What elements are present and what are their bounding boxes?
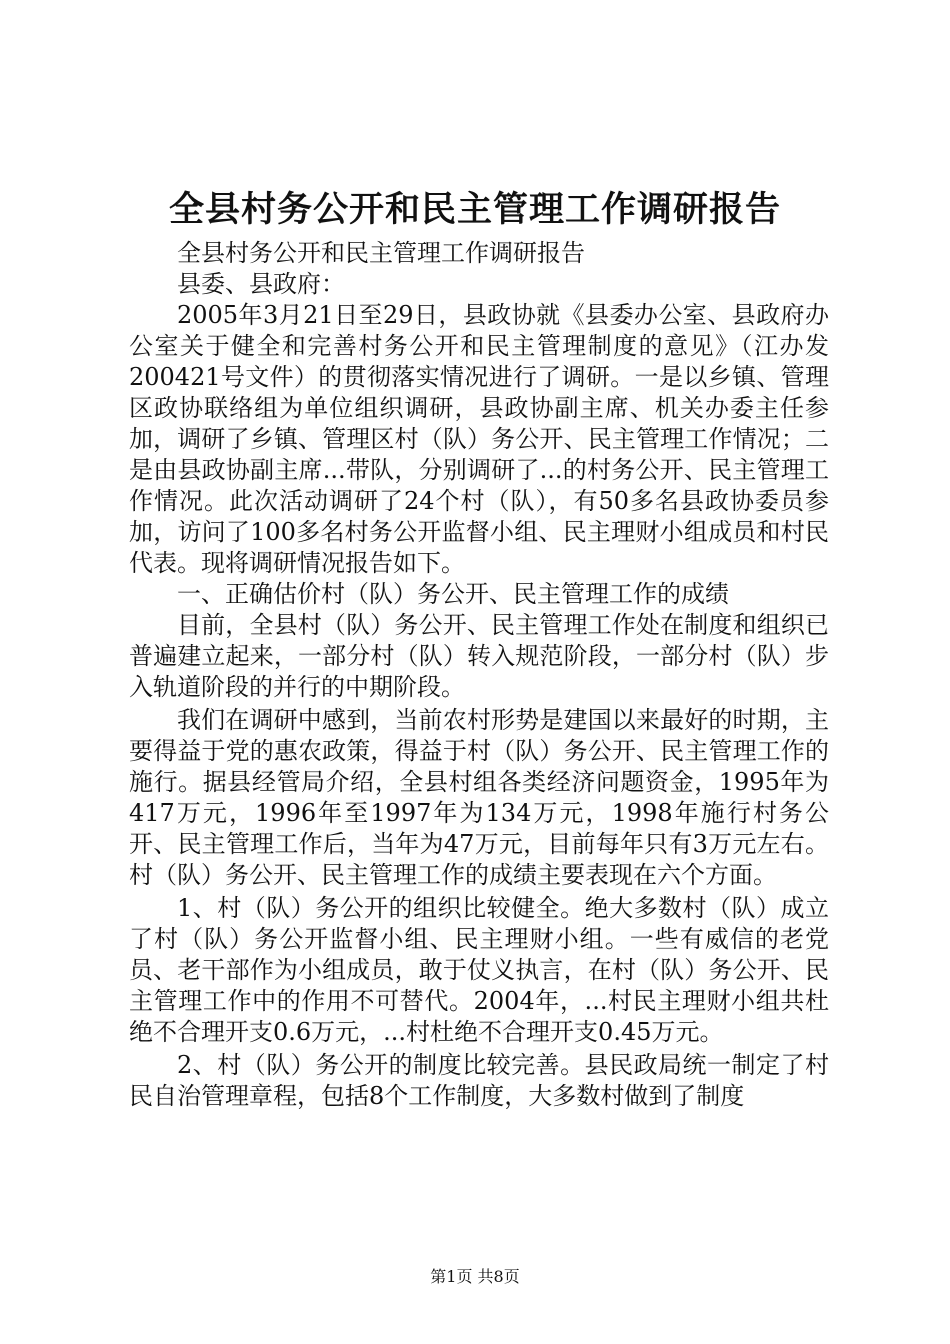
document-title: 全县村务公开和民主管理工作调研报告 [168,189,781,230]
salutation-paragraph: 县委、县政府： [177,270,345,298]
body-paragraph: 2、村（队）务公开的制度比较完善。县民政局统一制定了村民自治管理章程，包括8个工作制度，大多数村做到了制度 [129,1051,829,1110]
body-paragraph: 1、村（队）务公开的组织比较健全。绝大多数村（队）成立了村（队）务公开监督小组、民主理财小组。一些有威信的老党员、老干部作为小组成员，敢于仗义执言，在村（队）务公开、民主管理工作中的作用不可替代。2004年，...村民主理财小组共杜绝不合理开支0.6万元，...村杜绝不合理开支0.45万元。 [129,894,829,1046]
document-body [129,238,829,1112]
body-paragraph: 我们在调研中感到，当前农村形势是建国以来最好的时期，主要得益于党的惠农政策，得益于村（队）务公开、民主管理工作的施行。据县经管局介绍，全县村组各类经济问题资金，1995年为417万元，1996年至1997年为134万元，1998年施行村务公开、民主管理工作后，当年为47万元，目前每年只有3万元左右。村（队）务公开、民主管理工作的成绩主要表现在六个方面。 [129,706,829,889]
section-heading: 一、正确估价村（队）务公开、民主管理工作的成绩 [177,580,729,608]
subtitle-paragraph: 全县村务公开和民主管理工作调研报告 [177,239,585,267]
page-number-footer: 第1页 共8页 [430,1267,520,1286]
body-paragraph: 目前，全县村（队）务公开、民主管理工作处在制度和组织已普遍建立起来，一部分村（队）转入规范阶段，一部分村（队）步入轨道阶段的并行的中期阶段。 [129,611,829,701]
body-paragraph: 2005年3月21日至29日，县政协就《县委办公室、县政府办公室关于健全和完善村务公开和民主管理制度的意见》（江办发200421号文件）的贯彻落实情况进行了调研。一是以乡镇、管理区政协联络组为单位组织调研，县政协副主席、机关办委主任参加，调研了乡镇、管理区村（队）务公开、民主管理工作情况；二是由县政协副主席...带队，分别调研了...的村务公开、民主管理工作情况。此次活动调研了24个村（队），有50多名县政协委员参加，访问了100多名村务公开监督小组、民主理财小组成员和村民代表。现将调研情况报告如下。 [129,301,829,577]
